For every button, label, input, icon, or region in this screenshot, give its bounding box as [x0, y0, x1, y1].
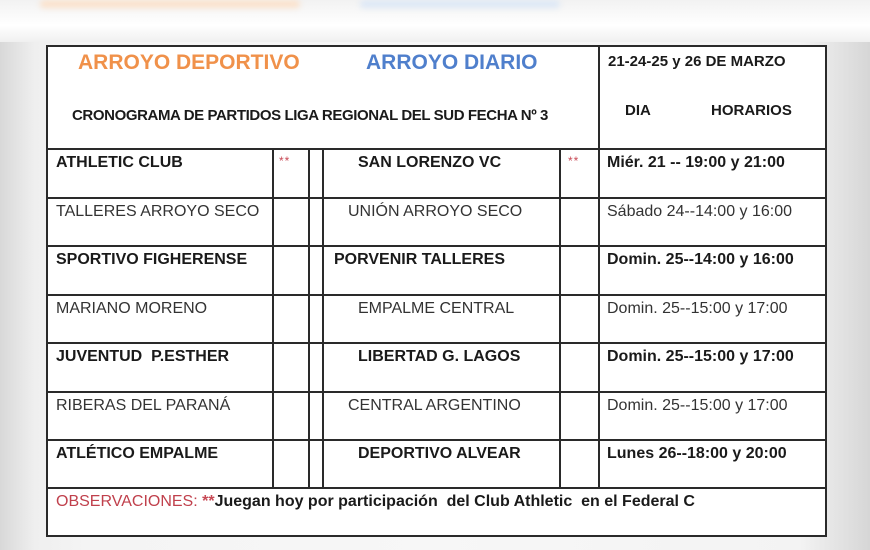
match-1-away-mark: **: [568, 154, 580, 168]
schedule-document: [46, 45, 827, 537]
background-blur: [0, 0, 870, 42]
observations-label: OBSERVACIONES:: [56, 493, 198, 510]
match-6-schedule: Domin. 25--15:00 y 17:00: [607, 397, 788, 414]
match-4-home: MARIANO MORENO: [56, 300, 208, 317]
schedule-subtitle: CRONOGRAMA DE PARTIDOS LIGA REGIONAL DEL SUD FECHA Nº 3: [72, 107, 549, 124]
observations-mark: **: [202, 493, 215, 510]
grid-row-line: [48, 245, 825, 247]
match-2-home: TALLERES ARROYO SECO: [56, 203, 260, 220]
match-3-away: PORVENIR TALLERES: [334, 251, 505, 268]
match-5-home: JUVENTUD P.ESTHER: [56, 348, 230, 365]
match-2-away: UNIÓN ARROYO SECO: [348, 203, 523, 220]
grid-col-line: [308, 148, 310, 489]
match-1-away: SAN LORENZO VC: [358, 154, 502, 171]
header-bottom-line: [48, 148, 825, 150]
match-5-away: LIBERTAD G. LAGOS: [358, 348, 521, 365]
brand-arroyo-deportivo: ARROYO DEPORTIVO: [78, 51, 300, 74]
column-header-times: HORARIOS: [711, 102, 792, 119]
column-header-day: DIA: [625, 102, 651, 119]
match-3-schedule: Domin. 25--14:00 y 16:00: [607, 251, 794, 268]
match-6-home: RIBERAS DEL PARANÁ: [56, 397, 231, 414]
blurred-heading-blue: [360, 0, 560, 8]
observations-text: Juegan hoy por participación del Club Athletic en el Federal C: [214, 493, 695, 510]
match-2-schedule: Sábado 24--14:00 y 16:00: [607, 203, 793, 220]
match-3-home: SPORTIVO FIGHERENSE: [56, 251, 248, 268]
match-4-schedule: Domin. 25--15:00 y 17:00: [607, 300, 788, 317]
grid-row-line: [48, 439, 825, 441]
grid-row-line: [48, 487, 825, 489]
match-6-away: CENTRAL ARGENTINO: [348, 397, 521, 414]
blurred-heading-orange: [40, 0, 300, 8]
grid-row-line: [48, 391, 825, 393]
match-5-schedule: Domin. 25--15:00 y 17:00: [607, 348, 794, 365]
brand-arroyo-diario: ARROYO DIARIO: [366, 51, 538, 74]
match-4-away: EMPALME CENTRAL: [358, 300, 515, 317]
match-1-home: ATHLETIC CLUB: [56, 154, 183, 171]
grid-row-line: [48, 197, 825, 199]
grid-row-line: [48, 294, 825, 296]
header-divider: [598, 47, 600, 148]
match-7-home: ATLÉTICO EMPALME: [56, 445, 219, 462]
match-7-away: DEPORTIVO ALVEAR: [358, 445, 521, 462]
grid-col-line: [322, 148, 324, 489]
observations-note: [56, 492, 695, 512]
match-1-home-mark: **: [279, 154, 291, 168]
match-7-schedule: Lunes 26--18:00 y 20:00: [607, 445, 787, 462]
grid-col-line: [598, 148, 600, 489]
grid-col-line: [272, 148, 274, 489]
match-1-schedule: Miér. 21 -- 19:00 y 21:00: [607, 154, 785, 171]
date-range: 21-24-25 y 26 DE MARZO: [608, 53, 786, 70]
grid-row-line: [48, 342, 825, 344]
grid-col-line: [559, 148, 561, 489]
